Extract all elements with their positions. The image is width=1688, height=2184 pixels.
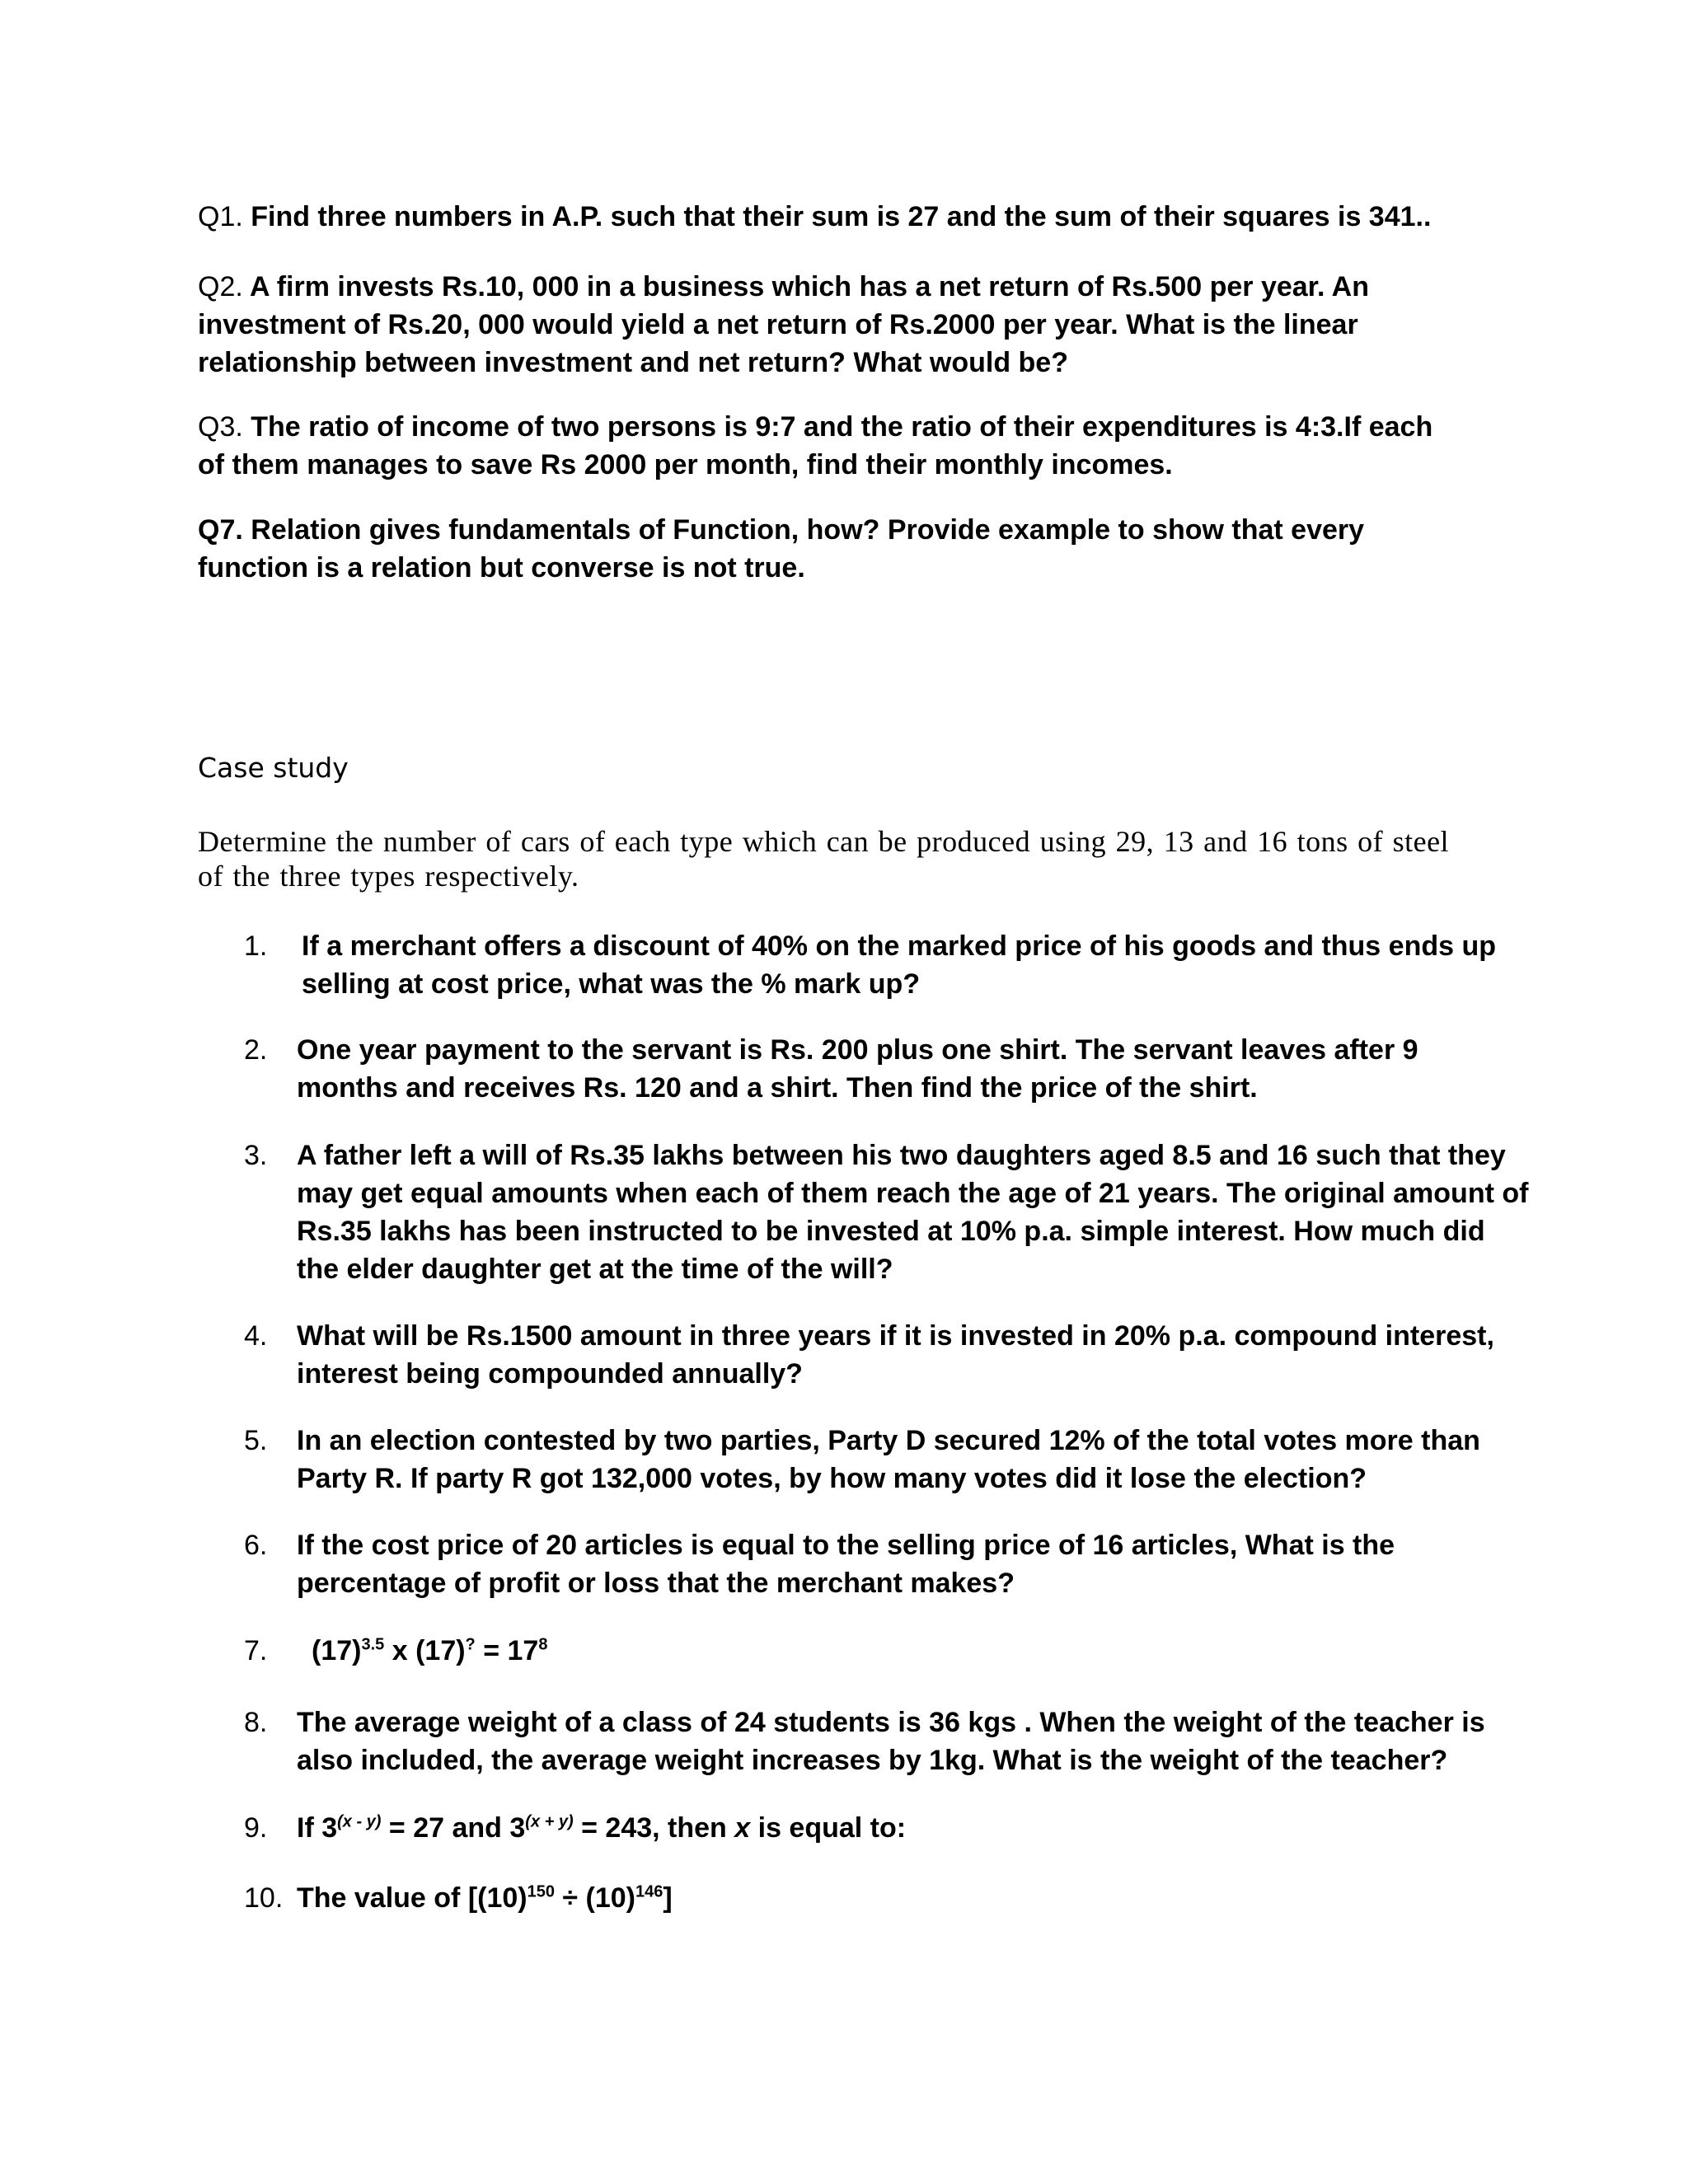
question-number: Q7. bbox=[198, 514, 243, 546]
list-item-number: 10. bbox=[244, 1882, 284, 1914]
list-item-number: 6. bbox=[244, 1530, 268, 1561]
question-q1 bbox=[198, 198, 1517, 236]
question-number: Q1. bbox=[198, 201, 243, 232]
list-item bbox=[244, 927, 1530, 1003]
list-item bbox=[244, 1422, 1530, 1497]
list-item bbox=[244, 1137, 1530, 1288]
question-text: A firm invests Rs.10, 000 in a business which has a net return of Rs.500 per year. An investment of Rs.20, 000 would yield a net return of Rs.2000 per year. What is the linear relationship between investment and net return? What would be? bbox=[198, 271, 1369, 378]
list-item-text: One year payment to the servant is Rs. 200 plus one shirt. The servant leaves after 9 months and receives Rs. 120 and a shirt. Then find the price of the shirt. bbox=[297, 1034, 1418, 1104]
list-item-text: In an election contested by two parties, Party D secured 12% of the total votes more than Party R. If party R got 132,000 votes, by how many votes did it lose the election? bbox=[297, 1425, 1480, 1494]
list-item bbox=[244, 1031, 1530, 1107]
list-item-text: If a merchant offers a discount of 40% on the marked price of his goods and thus ends up selling at cost price, what was the % mark up? bbox=[302, 930, 1497, 1000]
question-number: Q3. bbox=[198, 411, 243, 443]
list-item-number: 4. bbox=[244, 1320, 268, 1352]
list-item bbox=[244, 1704, 1530, 1779]
list-item-number: 5. bbox=[244, 1425, 268, 1456]
exponent-equation: If $3^{(x - y)} = 27$ and $3^{(x + y)} = 243$, then x is equal to: bbox=[297, 1812, 907, 1844]
list-item-text: The average weight of a class of 24 students is 36 kgs . When the weight of the teacher is also included, the average weight increases by 1kg. What is the weight of the teacher? bbox=[297, 1707, 1485, 1776]
list-item-number: 8. bbox=[244, 1707, 268, 1738]
question-text: Relation gives fundamentals of Function, how? Provide example to show that every function is a relation but converse is not true. bbox=[198, 514, 1365, 583]
list-item bbox=[244, 1526, 1530, 1602]
list-item-number: 2. bbox=[244, 1034, 268, 1066]
case-study-description: Determine the number of cars of each type which can be produced using 29, 13 and 16 tons of steel of the three types respectively. bbox=[198, 825, 1450, 893]
case-study-heading: Case study bbox=[198, 752, 349, 784]
exponent-expression: The value of $[(10)^{150} \div (10)^{146}]$ bbox=[297, 1882, 673, 1914]
question-q2 bbox=[198, 268, 1385, 382]
question-text: Find three numbers in A.P. such that their sum is 27 and the sum of their squares is 341.. bbox=[251, 201, 1432, 232]
list-item-number: 7. bbox=[244, 1635, 268, 1666]
list-item bbox=[244, 1317, 1530, 1393]
list-item-number: 3. bbox=[244, 1140, 268, 1171]
list-item-number: 9. bbox=[244, 1812, 268, 1844]
question-text: The ratio of income of two persons is 9:7 and the ratio of their expenditures is 4:3.If each of them manages to save Rs 2000 per month, find their monthly incomes. bbox=[198, 411, 1433, 480]
list-item bbox=[244, 1632, 1530, 1670]
list-item-text: If the cost price of 20 articles is equal to the selling price of 16 articles, What is the percentage of profit or loss that the merchant makes? bbox=[297, 1530, 1395, 1599]
question-q7 bbox=[198, 511, 1467, 587]
list-item bbox=[244, 1809, 1530, 1847]
list-item bbox=[244, 1879, 1530, 1917]
question-number: Q2. bbox=[198, 271, 243, 302]
question-q3 bbox=[198, 408, 1459, 484]
list-item-text: What will be Rs.1500 amount in three years if it is invested in 20% p.a. compound interest, interest being compounded annually? bbox=[297, 1320, 1494, 1390]
exponent-equation: $(17)^{3.5}$ x $(17)^? = 17^8$ bbox=[312, 1635, 548, 1666]
list-item-text: A father left a will of Rs.35 lakhs between his two daughters aged 8.5 and 16 such that they may get equal amounts when each of them reach the age of 21 years. The original amount of Rs.35 lakhs has been instructed to be invested at 10% p.a. simple interest. How much did the elder daughter get at the time of the will? bbox=[297, 1140, 1529, 1285]
list-item-number: 1. bbox=[244, 930, 268, 962]
